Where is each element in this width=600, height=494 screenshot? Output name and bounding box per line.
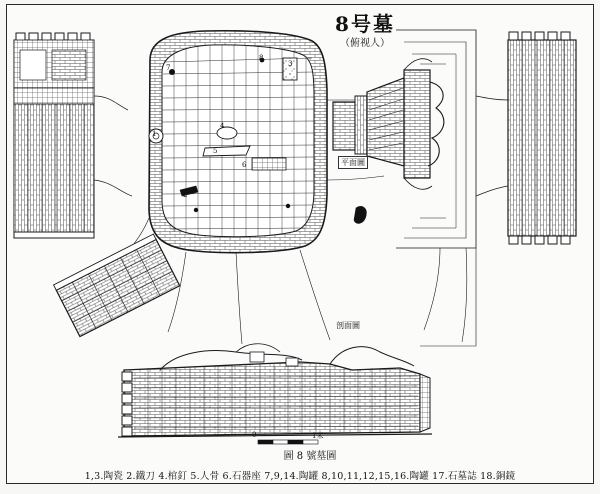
find-marker-6: 6 <box>242 161 247 169</box>
panel-left-wall-section <box>14 33 132 238</box>
panel-right-wall-section <box>476 32 576 244</box>
find-marker-2: 2 <box>183 191 188 199</box>
panel-diagonal-section <box>54 234 180 337</box>
figure-caption: 圖 8 號墓圖 <box>283 451 337 462</box>
annotation-section-label: 剖面圖 <box>336 321 360 330</box>
find-marker-5: 5 <box>213 147 218 155</box>
figure-legend: 1,3.陶瓷 2.鐵刀 4.棺釘 5.人骨 6.石器座 7,9,14.陶罐 8,10,11,12,15,16.陶罐 17.石墓誌 18.銅鏡 <box>84 471 516 482</box>
annotation-plan-label: 平面圖 <box>338 156 368 169</box>
find-marker-7: 7 <box>166 64 171 72</box>
find-marker-9: 9 <box>357 208 362 216</box>
figure-title: 8号墓 <box>335 12 395 36</box>
find-marker-1: 1 <box>152 130 157 138</box>
figure-subtitle: （俯视人） <box>340 38 390 49</box>
scale-zero-label: 0 <box>252 431 257 439</box>
find-marker-3: 3 <box>288 60 293 68</box>
panel-bottom-section <box>118 344 432 437</box>
scale-bar <box>258 440 318 444</box>
find-marker-4: 4 <box>220 122 225 130</box>
panel-passage-plan <box>333 30 476 346</box>
find-marker-8: 8 <box>259 54 264 62</box>
scale-max-label: 1米 <box>312 432 324 440</box>
